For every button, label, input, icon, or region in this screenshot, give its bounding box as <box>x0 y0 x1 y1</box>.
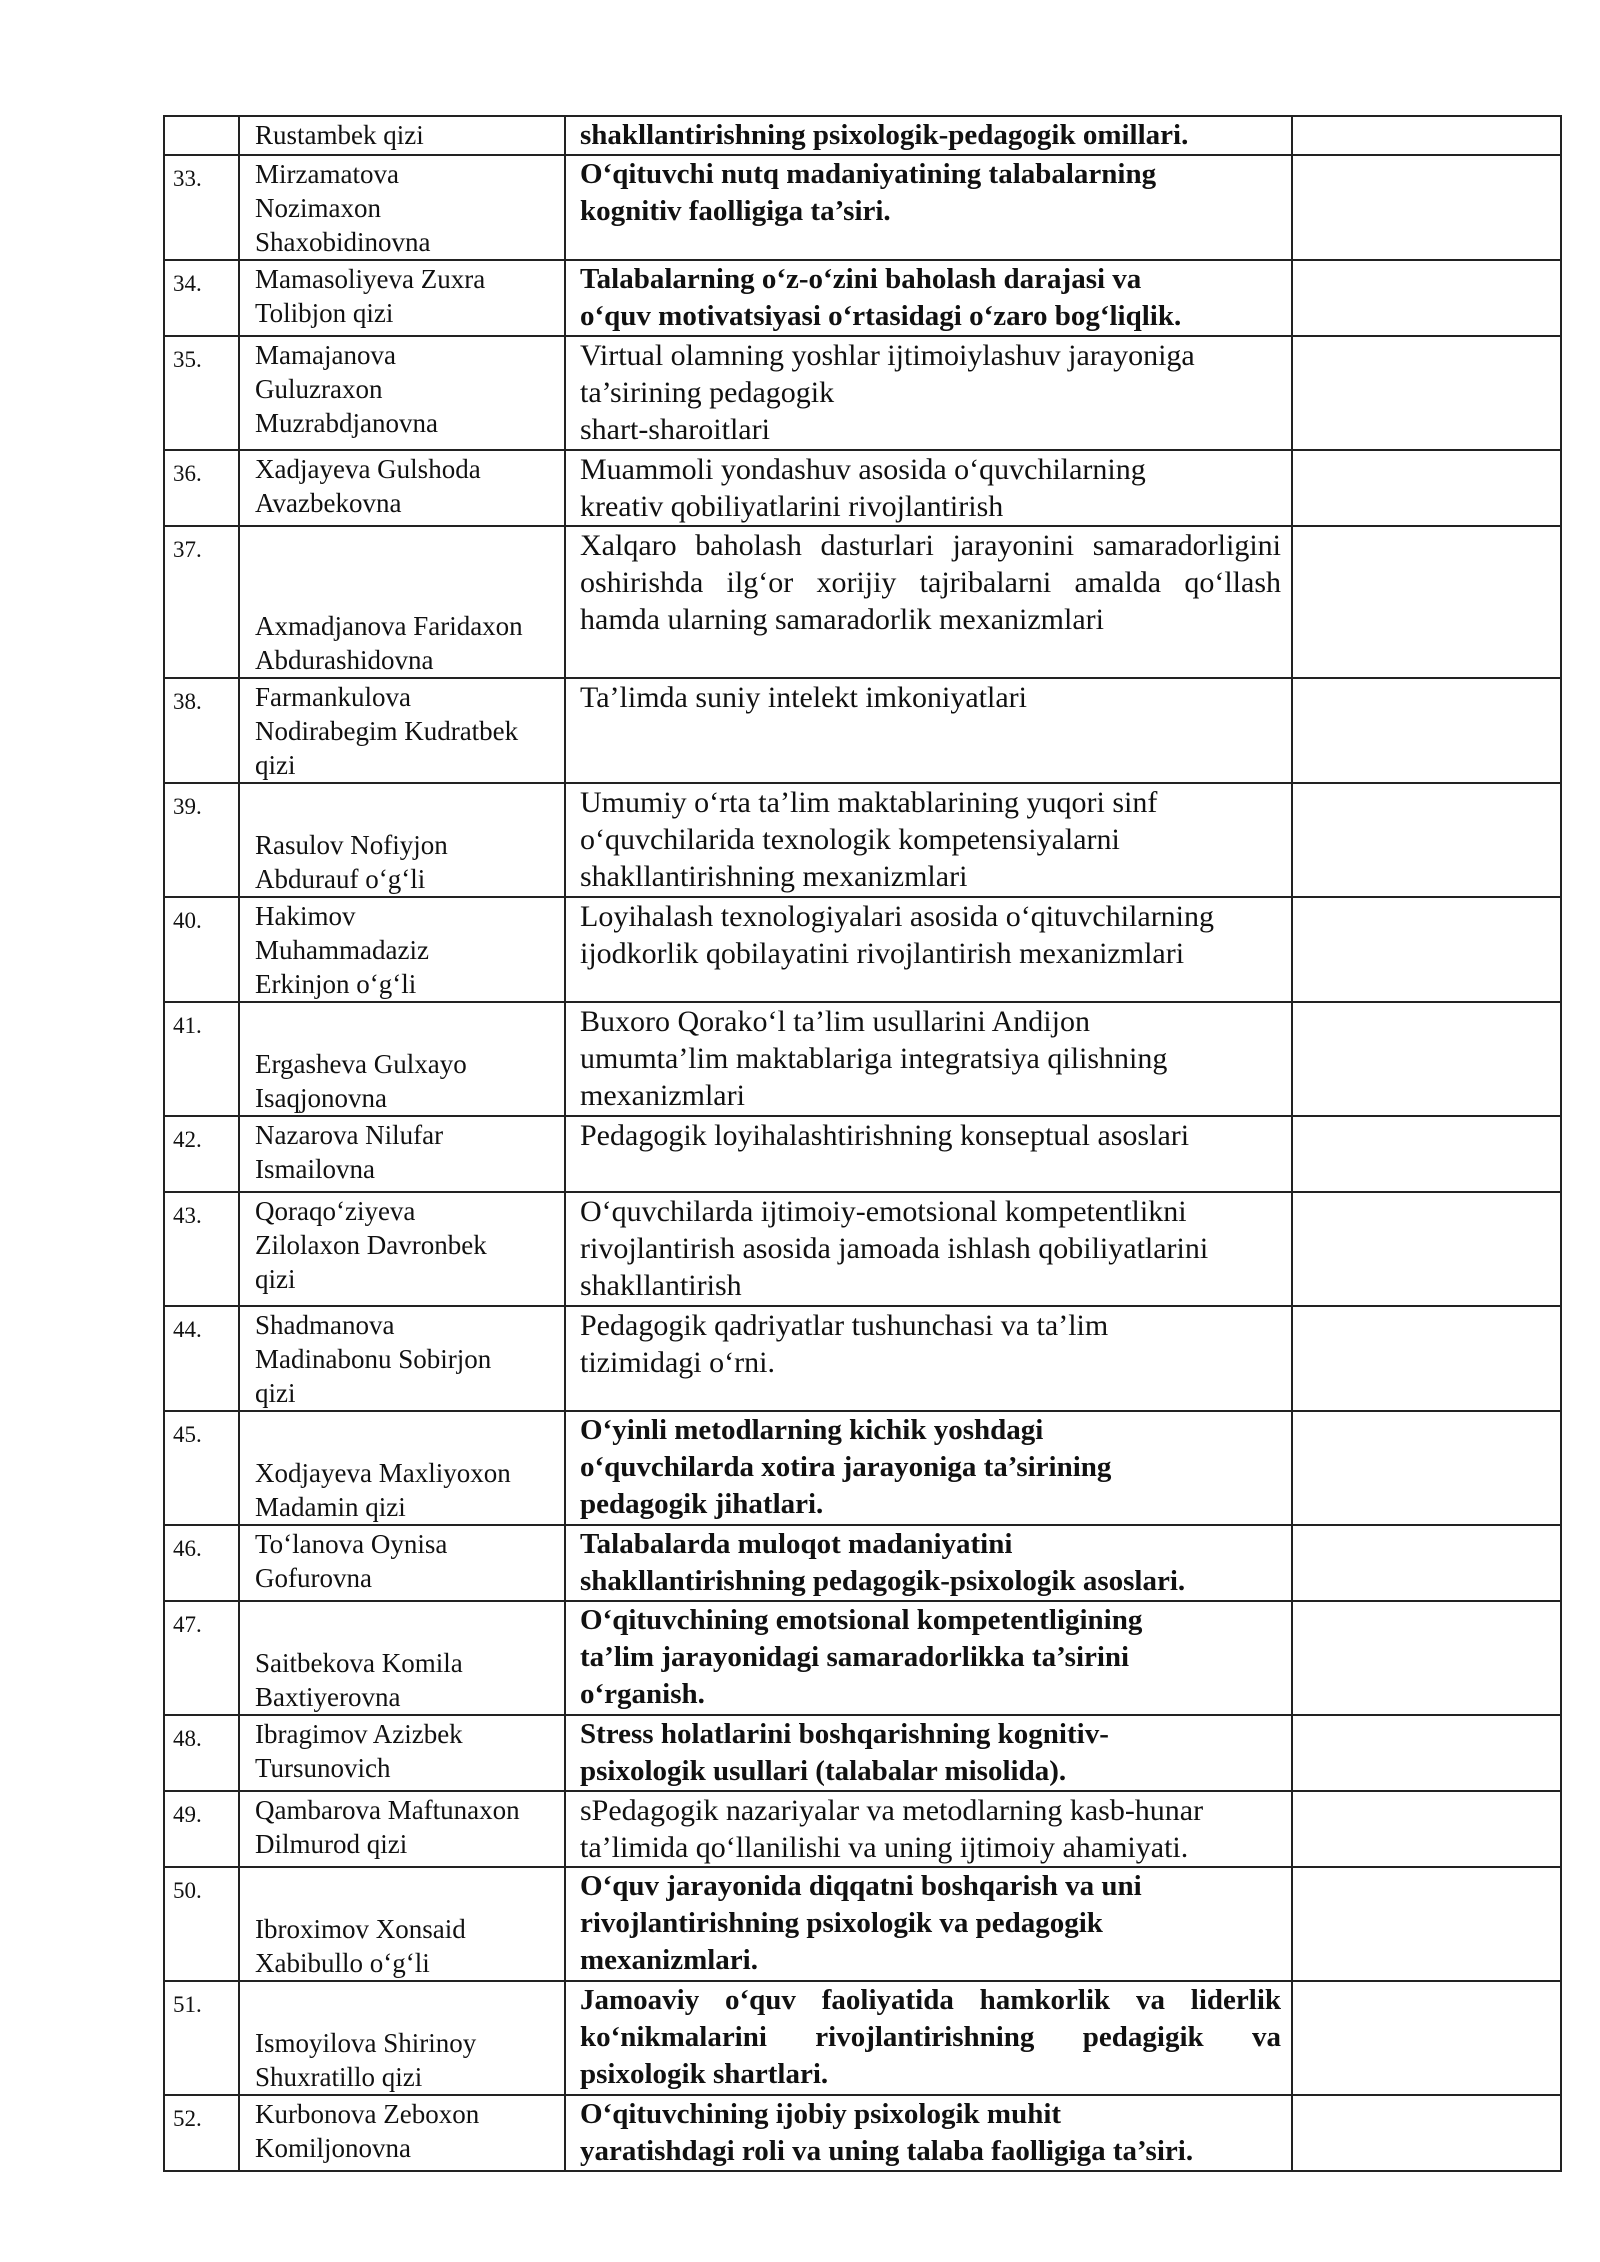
student-name: Rustambek qizi <box>255 120 424 150</box>
topic-title: Stress holatlarini boshqarishning kognitiv- psixologik usullari (talabalar misolida). <box>580 1718 1109 1787</box>
topic-cell <box>565 155 1292 260</box>
row-number: 48. <box>164 1715 239 1791</box>
student-name: Xodjayeva Maxliyoxon Madamin qizi <box>255 1458 511 1522</box>
topic-title: Pedagogik loyihalashtirishning konseptual asoslari <box>580 1119 1190 1152</box>
empty-cell <box>1292 336 1561 450</box>
topic-title: Umumiy o‘rta ta’lim maktablarining yuqori sinf o‘quvchilarida texnologik kompetensiyalarni shakllantirishning mexanizmlari <box>580 786 1158 893</box>
empty-cell <box>1292 897 1561 1002</box>
student-name-cell <box>239 1525 565 1601</box>
row-number: 38. <box>164 678 239 783</box>
topic-title: Jamoaviy o‘quv faoliyatida hamkorlik va liderlik ko‘nikmalarini rivojlantirishning pedagigik va psixologik shartlari. <box>580 1984 1281 2090</box>
student-name-cell <box>239 1601 565 1715</box>
table-row <box>164 1116 1561 1192</box>
row-number: 45. <box>164 1411 239 1525</box>
student-name-cell <box>239 678 565 783</box>
student-name-cell <box>239 1306 565 1411</box>
empty-cell <box>1292 1525 1561 1601</box>
row-number: 47. <box>164 1601 239 1715</box>
empty-cell <box>1292 1306 1561 1411</box>
topic-title: O‘qituvchi nutq madaniyatining talabalarning kognitiv faolligiga ta’siri. <box>580 158 1157 227</box>
empty-cell <box>1292 783 1561 897</box>
table-row <box>164 1981 1561 2095</box>
student-name: Saitbekova Komila Baxtiyerovna <box>255 1648 463 1712</box>
empty-cell <box>1292 1981 1561 2095</box>
table-row <box>164 155 1561 260</box>
topic-title: O‘qituvchining emotsional kompetentligining ta’lim jarayonidagi samaradorlikka ta’sirini o‘rganish. <box>580 1604 1143 1710</box>
topic-cell <box>565 1601 1292 1715</box>
student-name-cell <box>239 1715 565 1791</box>
topic-cell <box>565 1192 1292 1306</box>
row-number: 34. <box>164 260 239 336</box>
row-number <box>164 116 239 155</box>
table-row <box>164 1601 1561 1715</box>
student-name-cell <box>239 260 565 336</box>
topic-title: Loyihalash texnologiyalari asosida o‘qituvchilarning ijodkorlik qobilayatini rivojlantirish mexanizmlari <box>580 900 1215 970</box>
student-name-cell <box>239 450 565 526</box>
student-name-cell <box>239 2095 565 2171</box>
topic-cell <box>565 1002 1292 1116</box>
student-name: Nazarova Nilufar Ismailovna <box>255 1120 444 1184</box>
table-row <box>164 450 1561 526</box>
empty-cell <box>1292 1002 1561 1116</box>
topic-title: O‘quv jarayonida diqqatni boshqarish va uni rivojlantirishning psixologik va pedagogik mexanizmlari. <box>580 1870 1142 1976</box>
student-name-cell <box>239 1791 565 1867</box>
topic-cell <box>565 260 1292 336</box>
student-name-cell <box>239 1867 565 1981</box>
student-name-cell <box>239 1002 565 1116</box>
student-name-cell <box>239 1981 565 2095</box>
student-name-cell <box>239 526 565 678</box>
student-name-cell <box>239 1116 565 1192</box>
topic-cell <box>565 1525 1292 1601</box>
topic-title: Talabalarning o‘z-o‘zini baholash darajasi va o‘quv motivatsiyasi o‘rtasidagi o‘zaro bog‘liqlik. <box>580 263 1182 332</box>
topic-cell <box>565 526 1292 678</box>
table-row <box>164 678 1561 783</box>
empty-cell <box>1292 450 1561 526</box>
empty-cell <box>1292 260 1561 336</box>
topic-cell <box>565 1981 1292 2095</box>
student-name: Mamasoliyeva Zuxra Tolibjon qizi <box>255 264 486 328</box>
empty-cell <box>1292 526 1561 678</box>
topics-table <box>163 115 1562 2172</box>
topic-title: Ta’limda suniy intelekt imkoniyatlari <box>580 681 1027 714</box>
student-name-cell <box>239 783 565 897</box>
student-name: Axmadjanova Faridaxon Abdurashidovna <box>255 611 523 675</box>
topic-cell <box>565 1867 1292 1981</box>
student-name: Ismoyilova Shirinoy Shuxratillo qizi <box>255 2028 477 2092</box>
row-number: 36. <box>164 450 239 526</box>
student-name: Rasulov Nofiyjon Abdurauf o‘g‘li <box>255 830 448 894</box>
student-name-cell <box>239 897 565 1002</box>
row-number: 52. <box>164 2095 239 2171</box>
empty-cell <box>1292 116 1561 155</box>
row-number: 44. <box>164 1306 239 1411</box>
table-row <box>164 1306 1561 1411</box>
topic-cell <box>565 1411 1292 1525</box>
student-name: Qambarova Maftunaxon Dilmurod qizi <box>255 1795 520 1859</box>
row-number: 40. <box>164 897 239 1002</box>
topic-title: Muammoli yondashuv asosida o‘quvchilarning kreativ qobiliyatlarini rivojlantirish <box>580 453 1146 523</box>
student-name: Xadjayeva Gulshoda Avazbekovna <box>255 454 481 518</box>
student-name: To‘lanova Oynisa Gofurovna <box>255 1529 448 1593</box>
topic-title: O‘qituvchining ijobiy psixologik muhit yaratishdagi roli va uning talaba faolligiga ta’siri. <box>580 2098 1194 2167</box>
student-name-cell <box>239 1192 565 1306</box>
empty-cell <box>1292 1715 1561 1791</box>
table-row <box>164 1192 1561 1306</box>
empty-cell <box>1292 155 1561 260</box>
row-number: 33. <box>164 155 239 260</box>
table-row <box>164 2095 1561 2171</box>
empty-cell <box>1292 1411 1561 1525</box>
student-name-cell <box>239 1411 565 1525</box>
table-row <box>164 1867 1561 1981</box>
student-name: Ibroximov Xonsaid Xabibullo o‘g‘li <box>255 1914 466 1978</box>
student-name: Kurbonova Zeboxon Komiljonovna <box>255 2099 480 2163</box>
empty-cell <box>1292 1192 1561 1306</box>
topic-cell <box>565 783 1292 897</box>
topic-title: Virtual olamning yoshlar ijtimoiylashuv jarayoniga ta’sirining pedagogik shart-sharoitlari <box>580 339 1195 446</box>
empty-cell <box>1292 2095 1561 2171</box>
row-number: 46. <box>164 1525 239 1601</box>
row-number: 51. <box>164 1981 239 2095</box>
row-number: 50. <box>164 1867 239 1981</box>
topic-cell <box>565 1306 1292 1411</box>
topic-title: O‘quvchilarda ijtimoiy-emotsional kompetentlikni rivojlantirish asosida jamoada ishlash qobiliyatlarini shakllantirish <box>580 1195 1209 1302</box>
empty-cell <box>1292 1116 1561 1192</box>
topic-title: Xalqaro baholash dasturlari jarayonini samaradorligini oshirishda ilg‘or xorijiy tajribalarni amalda qo‘llash hamda ularning samaradorlik mexanizmlari <box>580 529 1281 636</box>
row-number: 35. <box>164 336 239 450</box>
student-name: Ibragimov Azizbek Tursunovich <box>255 1719 463 1783</box>
student-name: Shadmanova Madinabonu Sobirjon qizi <box>255 1310 492 1408</box>
table-row <box>164 336 1561 450</box>
student-name: Farmankulova Nodirabegim Kudratbek qizi <box>255 682 519 780</box>
topic-cell <box>565 2095 1292 2171</box>
row-number: 37. <box>164 526 239 678</box>
table-row <box>164 897 1561 1002</box>
topic-title: O‘yinli metodlarning kichik yoshdagi o‘quvchilarda xotira jarayoniga ta’sirining pedagogik jihatlari. <box>580 1414 1112 1520</box>
topic-cell <box>565 678 1292 783</box>
topic-title: sPedagogik nazariyalar va metodlarning kasb-hunar ta’limida qo‘llanilishi va uning ijtimoiy ahamiyati. <box>580 1794 1204 1864</box>
student-name-cell <box>239 116 565 155</box>
table-row <box>164 1525 1561 1601</box>
row-number: 39. <box>164 783 239 897</box>
empty-cell <box>1292 1601 1561 1715</box>
topic-cell <box>565 897 1292 1002</box>
table-row <box>164 260 1561 336</box>
table-row <box>164 1411 1561 1525</box>
row-number: 49. <box>164 1791 239 1867</box>
table-row <box>164 783 1561 897</box>
student-name: Hakimov Muhammadaziz Erkinjon o‘g‘li <box>255 901 429 999</box>
table-row <box>164 1791 1561 1867</box>
topic-cell <box>565 336 1292 450</box>
topic-cell <box>565 1116 1292 1192</box>
topic-cell <box>565 450 1292 526</box>
row-number: 41. <box>164 1002 239 1116</box>
row-number: 43. <box>164 1192 239 1306</box>
empty-cell <box>1292 1867 1561 1981</box>
topic-title: shakllantirishning psixologik-pedagogik omillari. <box>580 119 1189 151</box>
table-row <box>164 526 1561 678</box>
table-row <box>164 116 1561 155</box>
student-name: Qoraqo‘ziyeva Zilolaxon Davronbek qizi <box>255 1196 487 1294</box>
empty-cell <box>1292 1791 1561 1867</box>
student-name: Ergasheva Gulxayo Isaqjonovna <box>255 1049 467 1113</box>
empty-cell <box>1292 678 1561 783</box>
table-row <box>164 1715 1561 1791</box>
topic-title: Buxoro Qorako‘l ta’lim usullarini Andijon umumta’lim maktablariga integratsiya qilishning mexanizmlari <box>580 1005 1168 1112</box>
student-name-cell <box>239 155 565 260</box>
topic-title: Talabalarda muloqot madaniyatini shakllantirishning pedagogik-psixologik asoslari. <box>580 1528 1186 1597</box>
student-name: Mamajanova Guluzraxon Muzrabdjanovna <box>255 340 438 438</box>
topic-cell <box>565 116 1292 155</box>
topic-title: Pedagogik qadriyatlar tushunchasi va ta’lim tizimidagi o‘rni. <box>580 1309 1109 1379</box>
student-name-cell <box>239 336 565 450</box>
row-number: 42. <box>164 1116 239 1192</box>
topic-cell <box>565 1715 1292 1791</box>
table-row <box>164 1002 1561 1116</box>
topic-cell <box>565 1791 1292 1867</box>
topics-table-body <box>164 116 1561 2171</box>
student-name: Mirzamatova Nozimaxon Shaxobidinovna <box>255 159 431 257</box>
